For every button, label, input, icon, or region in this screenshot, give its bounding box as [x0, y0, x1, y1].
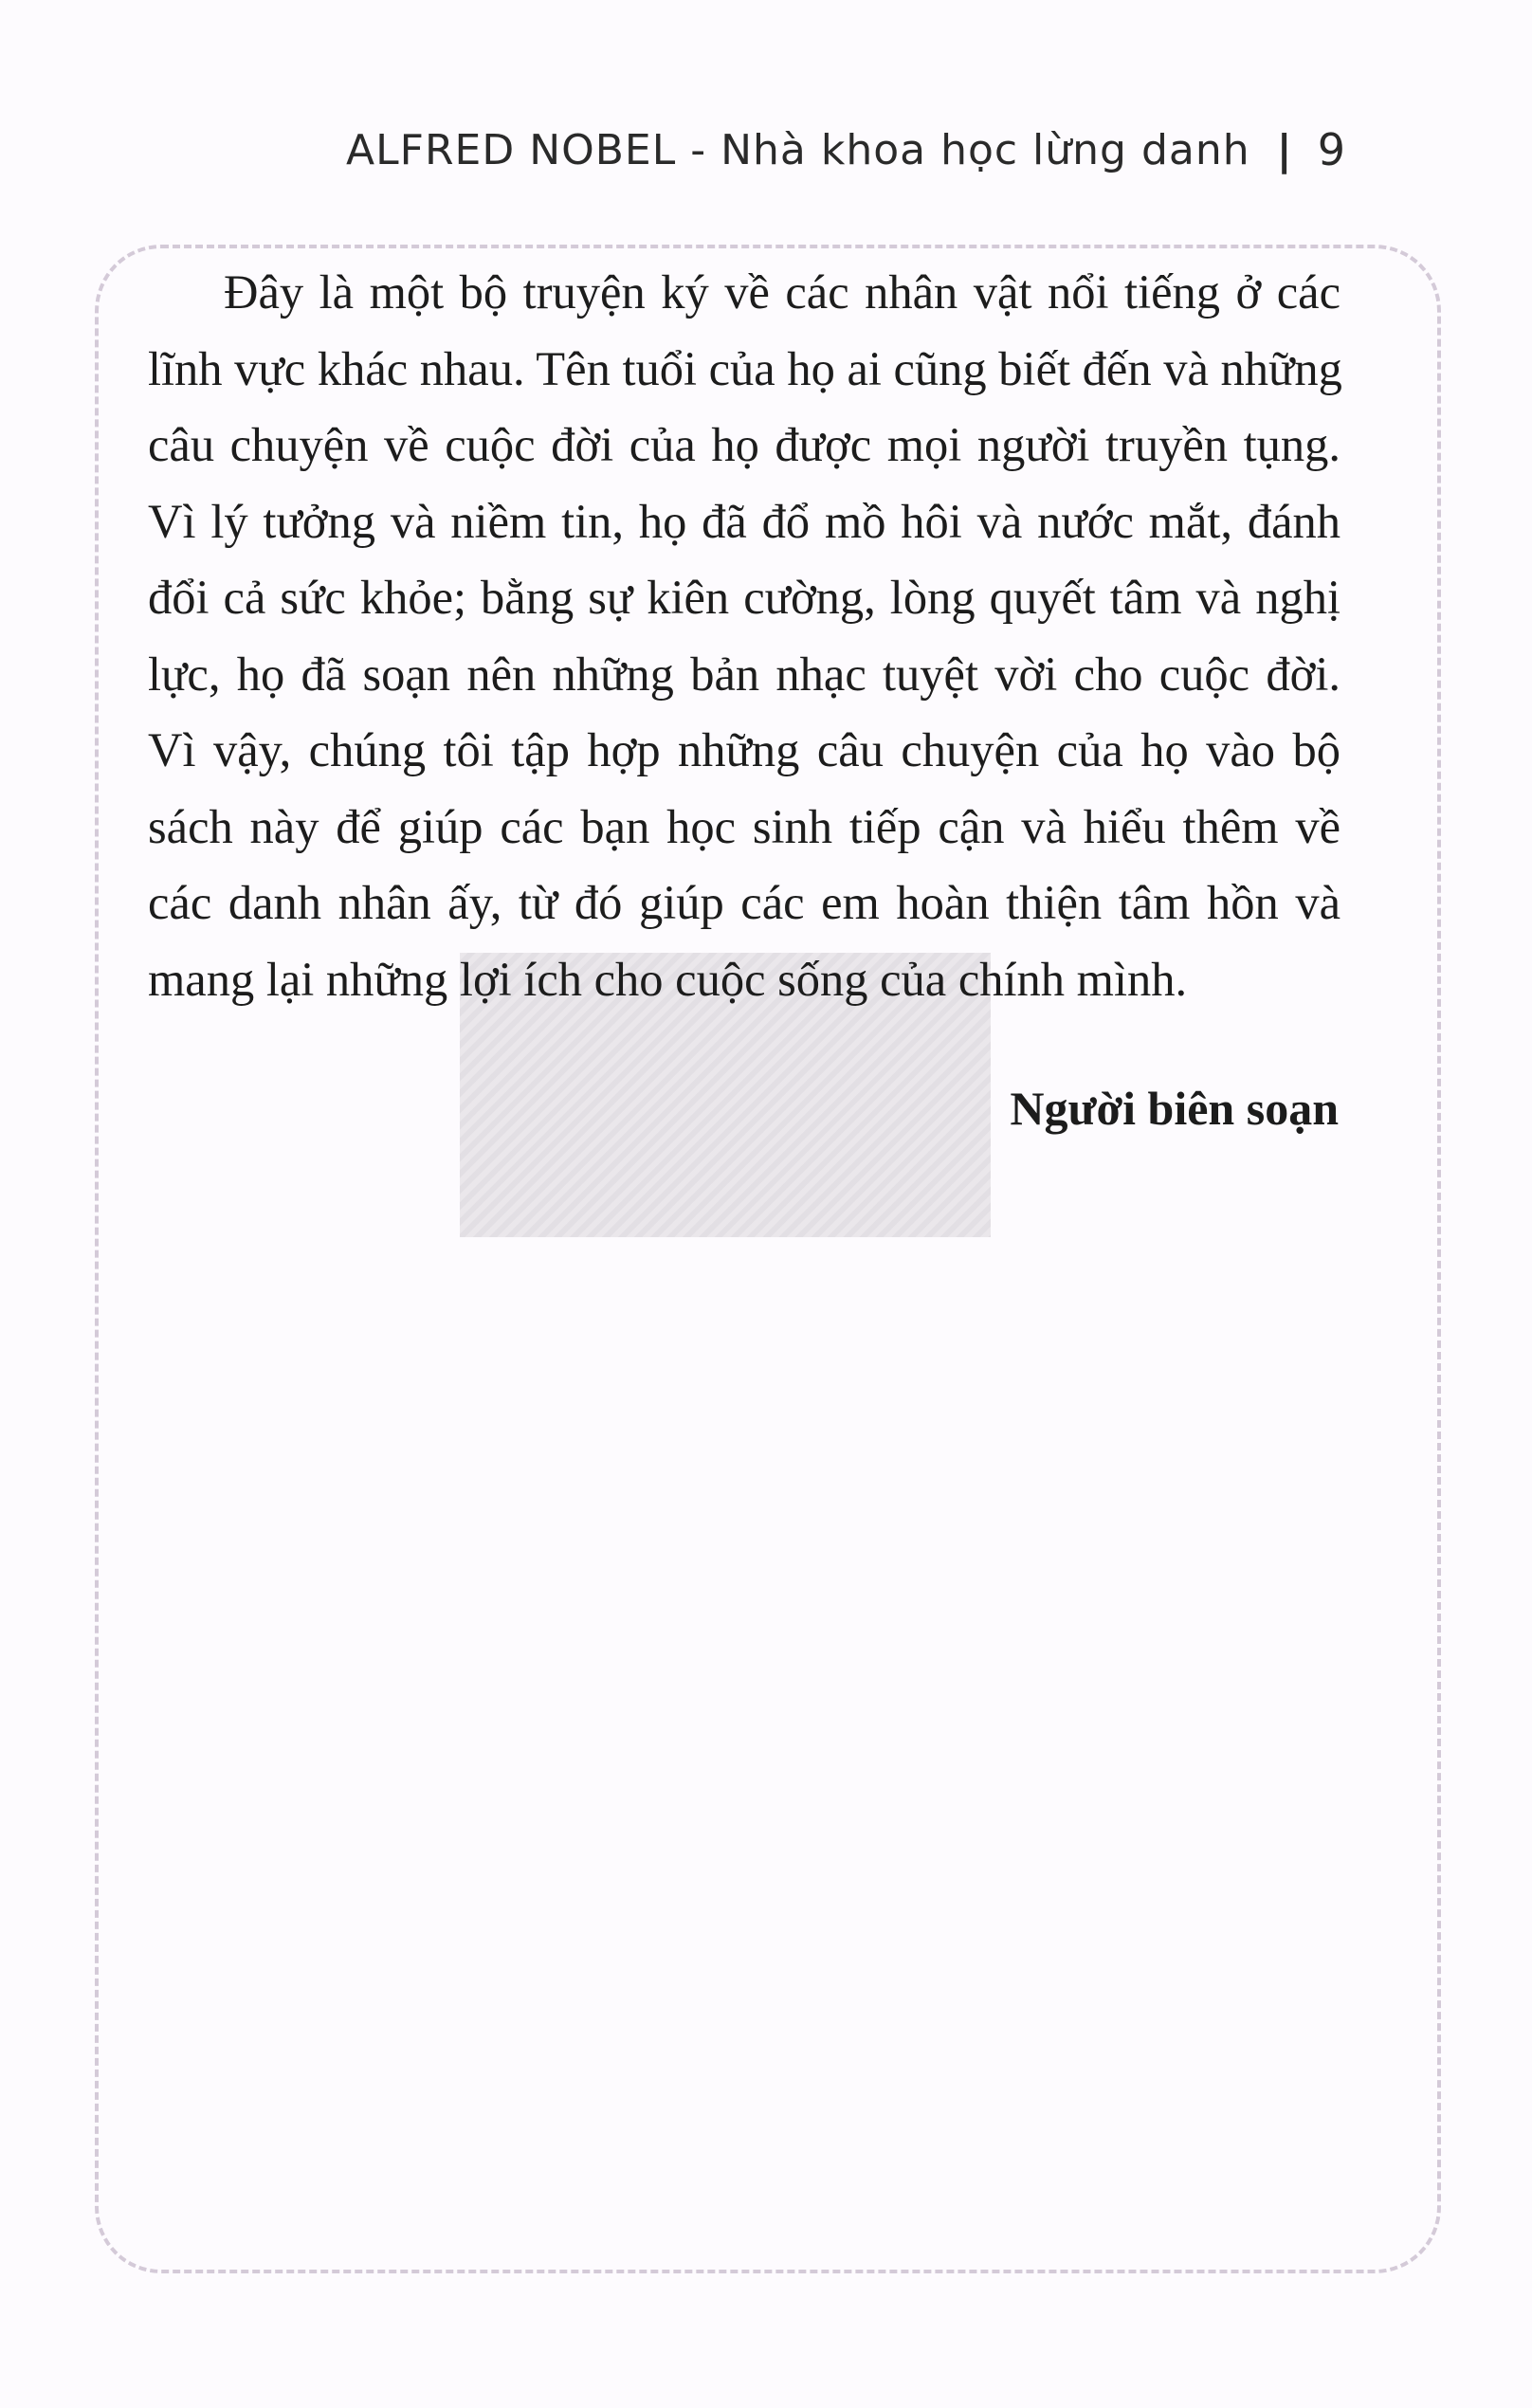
preface-line: Vì lý tưởng và niềm tin, họ đã đổ mồ hôi và nước mắt, đánh — [148, 494, 1340, 548]
preface-line: lĩnh vực khác nhau. Tên tuổi của họ ai cũng biết đến và những — [148, 341, 1342, 395]
preface-text — [148, 254, 1340, 1017]
preface-line: sách này để giúp các bạn học sinh tiếp cận và hiểu thêm về — [148, 799, 1340, 853]
preface-line: Vì vậy, chúng tôi tập hợp những câu chuyện của họ vào bộ — [148, 723, 1340, 776]
preface-line: các danh nhân ấy, từ đó giúp các em hoàn thiện tâm hồn và — [148, 876, 1340, 929]
preface-line: lực, họ đã soạn nên những bản nhạc tuyệt vời cho cuộc đời. — [148, 647, 1340, 701]
page-number: 9 — [1317, 124, 1346, 175]
header-title: ALFRED NOBEL - Nhà khoa học lừng danh — [346, 125, 1250, 174]
preface-line: Đây là một bộ truyện ký về các nhân vật nổi tiếng ở các — [224, 265, 1340, 319]
header-separator: | — [1276, 125, 1293, 174]
running-header — [275, 112, 1346, 188]
preface-line: câu chuyện về cuộc đời của họ được mọi người truyền tụng. — [148, 418, 1340, 471]
preface-line: mang lại những lợi ích cho cuộc sống của chính mình. — [148, 952, 1188, 1006]
preface-line: đổi cả sức khỏe; bằng sự kiên cường, lòng quyết tâm và nghị — [148, 571, 1340, 624]
signature: Người biên soạn — [1010, 1082, 1339, 1135]
